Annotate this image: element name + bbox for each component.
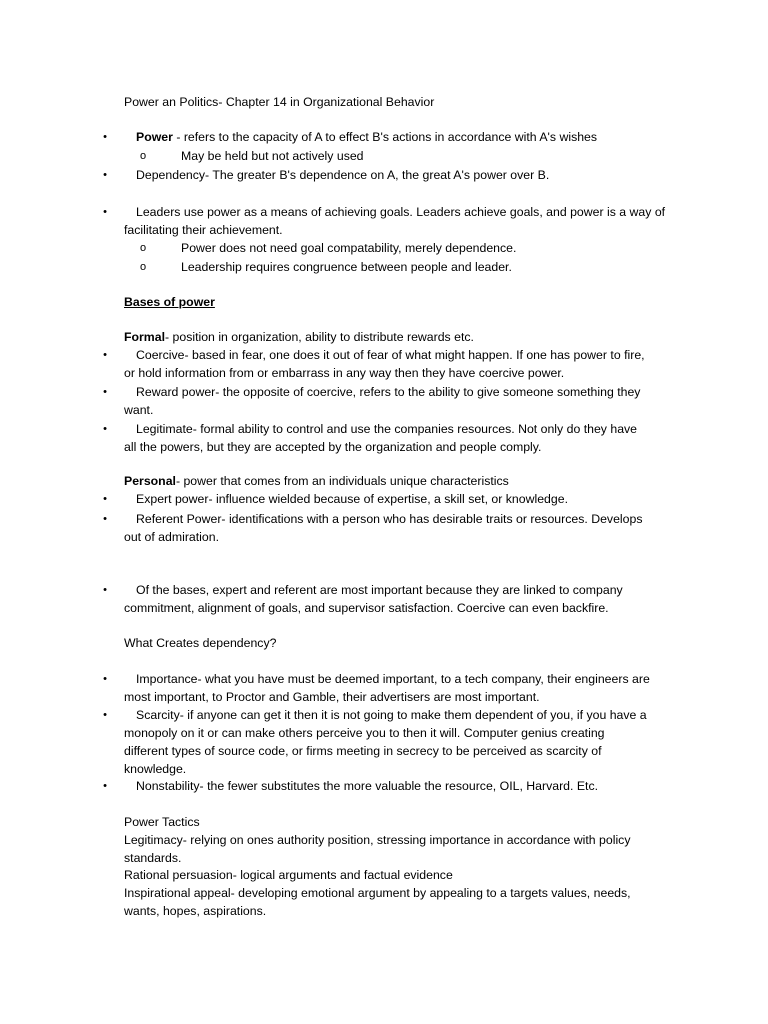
bullet: • — [103, 709, 107, 721]
tactics-heading: Power Tactics — [124, 815, 200, 829]
legitimate-line-1: Legitimate- formal ability to control and use the companies resources. Not only do they have — [136, 422, 638, 436]
formal-term: Formal — [124, 330, 165, 344]
rational-line: Rational persuasion- logical arguments and factual evidence — [124, 868, 453, 882]
legitimacy-line-1: Legitimacy- relying on ones authority position, stressing importance in accordance with policy — [124, 833, 631, 847]
coercive-line-1: Coercive- based in fear, one does it out of fear of what might happen. If one has power to fire, — [136, 348, 645, 362]
dependency-definition: Dependency- The greater B's dependence on A, the great A's power over B. — [136, 168, 550, 182]
importance-line-1: Importance- what you have must be deemed important, to a tech company, their engineers are — [136, 672, 650, 686]
sub-bullet: o — [139, 242, 147, 254]
dependency-heading: What Creates dependency? — [124, 636, 277, 650]
legitimacy-line-2: standards. — [124, 851, 182, 865]
reward-line-2: want. — [124, 403, 154, 417]
personal-term: Personal — [124, 474, 176, 488]
document-title: Power an Politics- Chapter 14 in Organizational Behavior — [124, 95, 435, 109]
leaders-line-2: facilitating their achievement. — [124, 223, 283, 237]
importance-line-2: most important, to Proctor and Gamble, their advertisers are most important. — [124, 690, 540, 704]
referent-line-2: out of admiration. — [124, 530, 220, 544]
scarcity-line-4: knowledge. — [124, 762, 187, 776]
bullet: • — [103, 584, 107, 596]
power-def: - refers to the capacity of A to effect B's actions in accordance with A's wishes — [172, 130, 598, 144]
legitimate-line-2: all the powers, but they are accepted by the organization and people comply. — [124, 440, 542, 454]
bullet: • — [103, 386, 107, 398]
bases-heading: Bases of power — [124, 295, 215, 309]
bullet: • — [103, 673, 107, 685]
bullet: • — [103, 169, 107, 181]
coercive-line-2: or hold information from or embarrass in any way then they have coercive power. — [124, 366, 565, 380]
bullet: • — [103, 513, 107, 525]
sub-bullet: o — [139, 150, 147, 162]
scarcity-line-3: different types of source code, or firms meeting in secrecy to be perceived as scarcity of — [124, 744, 602, 758]
inspirational-line-2: wants, hopes, aspirations. — [124, 904, 267, 918]
bullet: • — [103, 206, 107, 218]
inspirational-line-1: Inspirational appeal- developing emotional argument by appealing to a targets values, needs, — [124, 886, 631, 900]
power-sub-point: May be held but not actively used — [181, 149, 364, 163]
scarcity-line-1: Scarcity- if anyone can get it then it is not going to make them dependent of you, if you have a — [136, 708, 647, 722]
bullet: • — [103, 780, 107, 792]
bullet: • — [103, 423, 107, 435]
formal-definition: Formal- position in organization, ability to distribute rewards etc. — [124, 330, 474, 344]
bullet: • — [103, 493, 107, 505]
power-term: Power — [136, 130, 173, 144]
bullet: • — [103, 131, 107, 143]
personal-definition: Personal- power that comes from an individuals unique characteristics — [124, 474, 509, 488]
sub-bullet: o — [139, 261, 147, 273]
nonstability-line: Nonstability- the fewer substitutes the more valuable the resource, OIL, Harvard. Etc. — [136, 779, 599, 793]
expert-line: Expert power- influence wielded because of expertise, a skill set, or knowledge. — [136, 492, 568, 506]
bases-note-line-1: Of the bases, expert and referent are most important because they are linked to company — [136, 583, 623, 597]
bases-note-line-2: commitment, alignment of goals, and supervisor satisfaction. Coercive can even backfire. — [124, 601, 609, 615]
reward-line-1: Reward power- the opposite of coercive, refers to the ability to give someone something they — [136, 385, 641, 399]
scarcity-line-2: monopoly on it or can make others perceive you to then it will. Computer genius creating — [124, 726, 605, 740]
leaders-line-1: Leaders use power as a means of achieving goals. Leaders achieve goals, and power is a way of — [136, 205, 666, 219]
bullet: • — [103, 349, 107, 361]
leaders-sub-2: Leadership requires congruence between people and leader. — [181, 260, 512, 274]
referent-line-1: Referent Power- identifications with a person who has desirable traits or resources. Develops — [136, 512, 643, 526]
leaders-sub-1: Power does not need goal compatability, merely dependence. — [181, 241, 517, 255]
power-definition — [124, 128, 597, 146]
